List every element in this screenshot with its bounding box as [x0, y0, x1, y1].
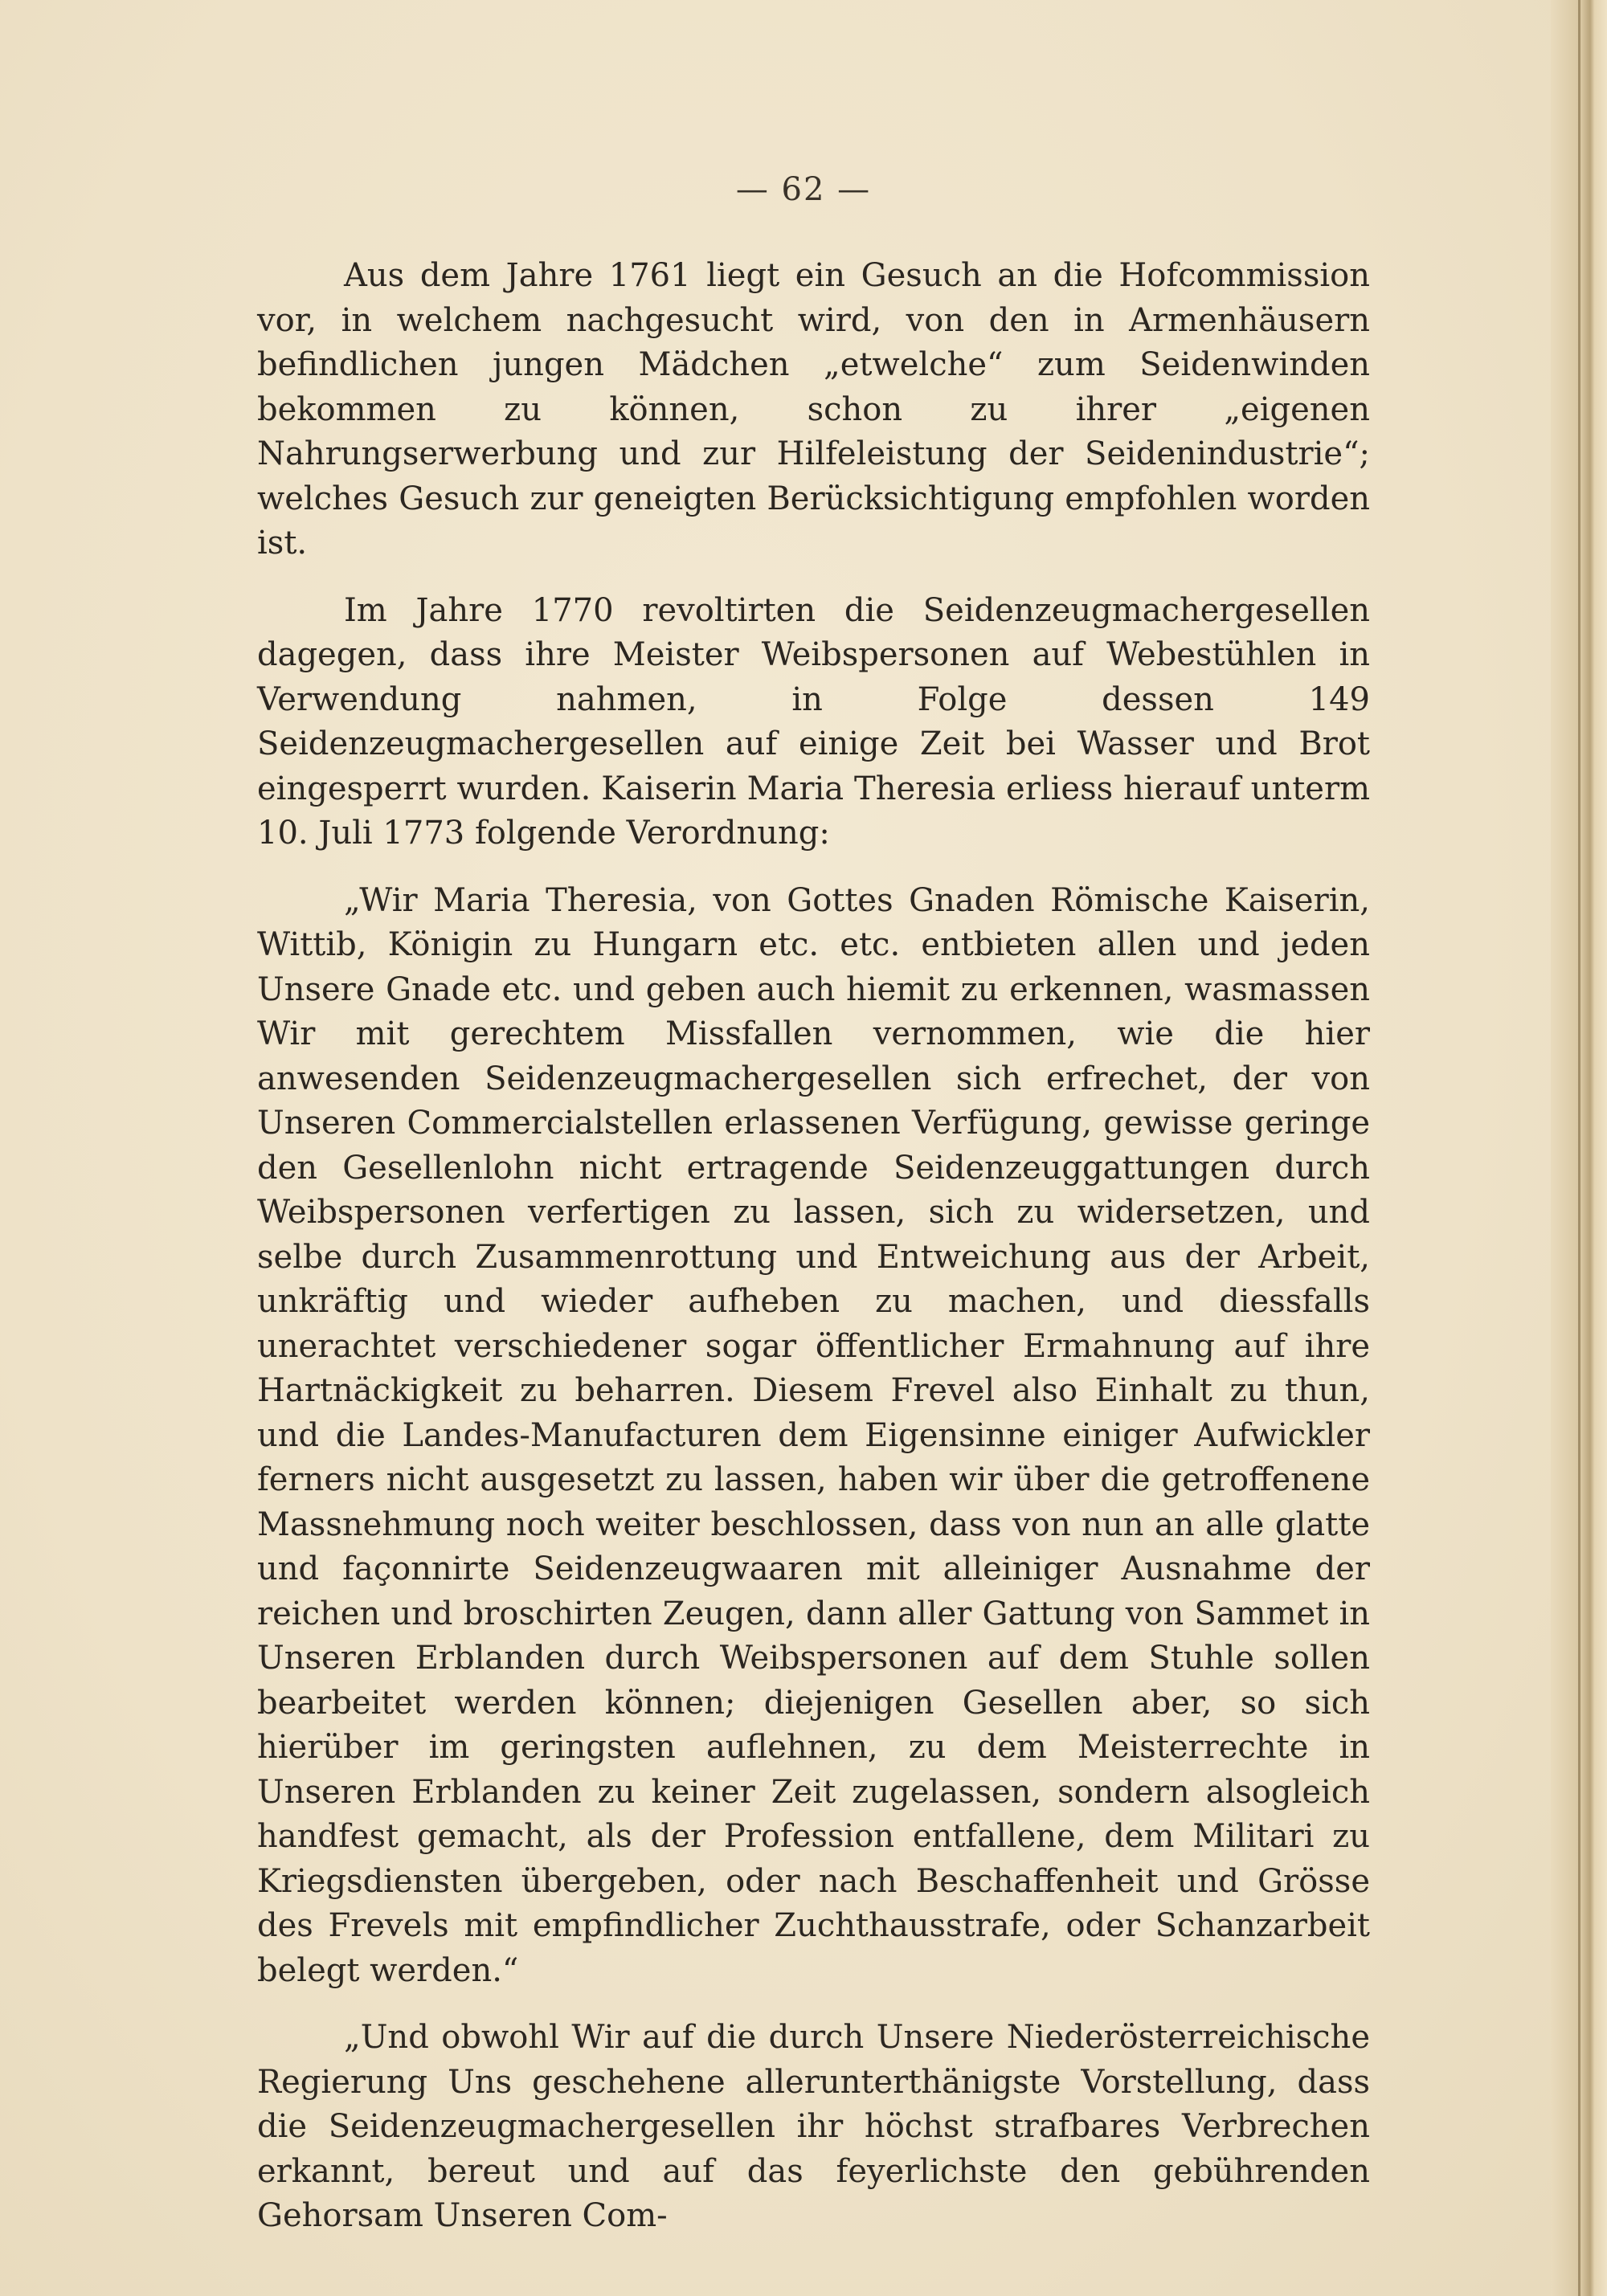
- page-number: — 62 —: [735, 171, 872, 208]
- paragraph-1761-petition: Aus dem Jahre 1761 liegt ein Gesuch an die Hofcommission vor, in welchem nachgesucht wird, von den in Armenhäusern befindlichen jungen Mädchen „etwelche“ zum Seidenwinden bekommen zu können, schon zu ihrer „eigenen Nahrungserwerbung und zur Hilfeleistung der Seidenindustrie“; welches Gesuch zur geneigten Berücksichtigung empfohlen worden ist.: [257, 257, 1370, 562]
- paragraph-1770-revolt: Im Jahre 1770 revoltirten die Seidenzeugmachergesellen dagegen, dass ihre Meister Weibspersonen auf Webestühlen in Verwendung nahmen, in Folge dessen 149 Seidenzeugmachergesellen auf einige Zeit bei Wasser und Brot eingesperrt wurden. Kaiserin Maria Theresia erliess hierauf unterm 10. Juli 1773 folgende Verordnung:: [257, 591, 1370, 852]
- body-text: [257, 254, 1370, 2239]
- gutter-edge-line: [1578, 0, 1580, 2296]
- paragraph-decree-continuation: „Und obwohl Wir auf die durch Unsere Niederösterreichische Regierung Uns geschehene allerunterthänigste Vorstellung, dass die Seidenzeugmachergesellen ihr höchst strafbares Verbrechen erkannt, bereut und auf das feyerlichste den gebührenden Gehorsam Unseren Com-: [257, 2019, 1370, 2234]
- paragraph-decree-quote: „Wir Maria Theresia, von Gottes Gnaden Römische Kaiserin, Wittib, Königin zu Hungarn etc. etc. entbieten allen und jeden Unsere Gnade etc. und geben auch hiemit zu erkennen, wasmassen Wir mit gerechtem Missfallen vernommen, wie die hier anwesenden Seidenzeugmachergesellen sich erfrechet, der von Unseren Commercialstellen erlassenen Verfügung, gewisse geringe den Gesellenlohn nicht ertragende Seidenzeuggattungen durch Weibspersonen verfertigen zu lassen, sich zu widersetzen, und selbe durch Zusammenrottung und Entweichung aus der Arbeit, unkräftig und wieder aufheben zu machen, und diessfalls unerachtet verschiedener sogar öffentlicher Ermahnung auf ihre Hartnäckigkeit zu beharren. Diesem Frevel also Einhalt zu thun, und die Landes-Manufacturen dem Eigensinne einiger Aufwickler ferners nicht ausgesetzt zu lassen, haben wir über die getroffenene Massnehmung noch weiter beschlossen, dass von nun an alle glatte und façonnirte Seidenzeugwaaren mit alleiniger Ausnahme der reichen und broschirten Zeugen, dann aller Gattung von Sammet in Unseren Erblanden durch Weibspersonen auf dem Stuhle sollen bearbeitet werden können; diejenigen Gesellen aber, so sich hierüber im geringsten auflehnen, zu dem Meisterrechte in Unseren Erblanden zu keiner Zeit zugelassen, sondern alsogleich handfest gemacht, als der Profession entfallene, dem Militari zu Kriegsdiensten übergeben, oder nach Beschaffenheit und Grösse des Frevels mit empfindlicher Zuchthausstrafe, oder Schanzarbeit belegt werden.“: [257, 881, 1370, 1989]
